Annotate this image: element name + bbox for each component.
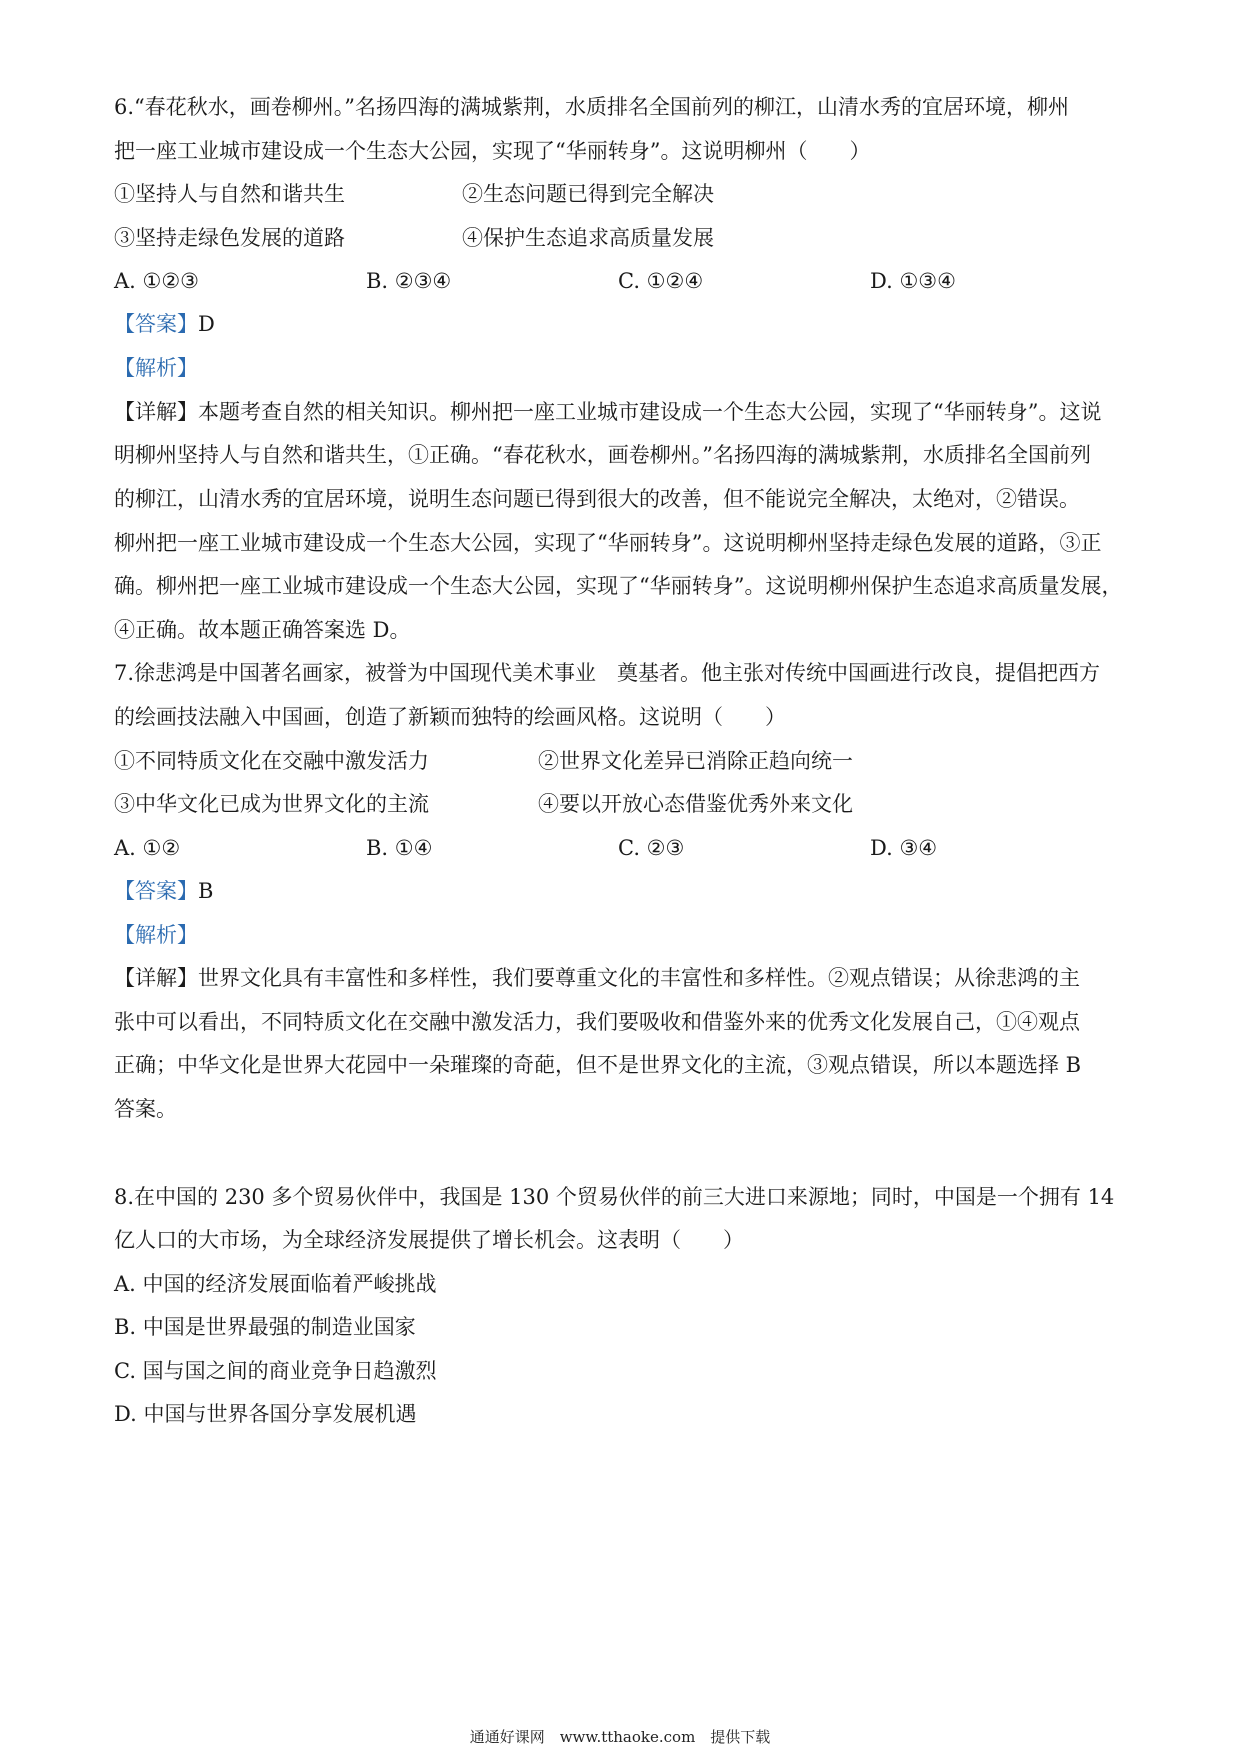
q8-option-c: C. 国与国之间的商业竞争日趋激烈 — [114, 1359, 437, 1383]
q7-statement-3: ③中华文化已成为世界文化的主流 — [114, 792, 429, 816]
q6-statement-3: ③坚持走绿色发展的道路 — [114, 226, 345, 250]
q6-detail-line-6: ④正确。故本题正确答案选 D。 — [114, 618, 411, 642]
q6-stem-line-1: 6.“春花秋水，画卷柳州。”名扬四海的满城紫荆，水质排名全国前列的柳江，山清水秀的宜居环境，柳州 — [114, 95, 1070, 119]
q7-option-b: B. ①④ — [366, 836, 433, 860]
q6-detail-line-2: 明柳州坚持人与自然和谐共生，①正确。“春花秋水，画卷柳州。”名扬四海的满城紫荆，水质排名全国前列 — [114, 443, 1091, 467]
q7-stem-line-2: 的绘画技法融入中国画，创造了新颖而独特的绘画风格。这说明（ ） — [114, 705, 786, 729]
q7-answer-tag: 【答案】 — [114, 879, 198, 903]
q6-detail-line-5: 确。柳州把一座工业城市建设成一个生态大公园，实现了“华丽转身”。这说明柳州保护生态追求高质量发展， — [114, 574, 1123, 598]
q8-option-b: B. 中国是世界最强的制造业国家 — [114, 1315, 416, 1339]
q6-detail-text-1: 本题考查自然的相关知识。柳州把一座工业城市建设成一个生态大公园，实现了“华丽转身”。这说 — [198, 400, 1102, 424]
q8-stem-line-1: 8.在中国的 230 多个贸易伙伴中，我国是 130 个贸易伙伴的前三大进口来源地；同时，中国是一个拥有 14 — [114, 1185, 1115, 1209]
q6-detail-line-3: 的柳江，山清水秀的宜居环境，说明生态问题已得到很大的改善，但不能说完全解决，太绝对，②错误。 — [114, 487, 1080, 511]
q7-detail-line-2: 张中可以看出，不同特质文化在交融中激发活力，我们要吸收和借鉴外来的优秀文化发展自己，①④观点 — [114, 1010, 1080, 1034]
q7-statement-1: ①不同特质文化在交融中激发活力 — [114, 749, 429, 773]
q8-option-d: D. 中国与世界各国分享发展机遇 — [114, 1402, 417, 1426]
q6-statement-1: ①坚持人与自然和谐共生 — [114, 182, 345, 206]
q6-detail-tag: 【详解】 — [114, 400, 198, 424]
q6-option-b: B. ②③④ — [366, 269, 452, 293]
q7-detail-line-1 — [114, 963, 1080, 993]
q7-statement-4: ④要以开放心态借鉴优秀外来文化 — [538, 792, 853, 816]
q7-answer — [114, 876, 213, 906]
q6-analysis-tag: 【解析】 — [114, 356, 198, 380]
q6-stem-line-2: 把一座工业城市建设成一个生态大公园，实现了“华丽转身”。这说明柳州（ ） — [114, 139, 871, 163]
q6-option-a: A. ①②③ — [114, 269, 199, 293]
q7-detail-tag: 【详解】 — [114, 966, 198, 990]
q6-detail-line-1 — [114, 397, 1101, 427]
q6-statement-4: ④保护生态追求高质量发展 — [462, 226, 714, 250]
q6-answer-value: D — [198, 312, 215, 336]
q6-statement-2: ②生态问题已得到完全解决 — [462, 182, 714, 206]
q7-stem-line-1: 7.徐悲鸿是中国著名画家，被誉为中国现代美术事业 奠基者。他主张对传统中国画进行改良，提倡把西方 — [114, 661, 1101, 685]
q7-statement-2: ②世界文化差异已消除正趋向统一 — [538, 749, 853, 773]
page-footer: 通通好课网 www.tthaoke.com 提供下载 — [469, 1728, 771, 1746]
q6-option-c: C. ①②④ — [618, 269, 704, 293]
q7-option-c: C. ②③ — [618, 836, 685, 860]
q7-option-d: D. ③④ — [870, 836, 938, 860]
q6-detail-line-4: 柳州把一座工业城市建设成一个生态大公园，实现了“华丽转身”。这说明柳州坚持走绿色发展的道路，③正 — [114, 531, 1102, 555]
q8-option-a: A. 中国的经济发展面临着严峻挑战 — [114, 1272, 437, 1296]
q7-answer-value: B — [198, 879, 214, 903]
q7-detail-line-3: 正确；中华文化是世界大花园中一朵璀璨的奇葩，但不是世界文化的主流，③观点错误，所以本题选择 B — [114, 1053, 1082, 1077]
q6-answer-tag: 【答案】 — [114, 312, 198, 336]
q8-stem-line-2: 亿人口的大市场，为全球经济发展提供了增长机会。这表明（ ） — [114, 1228, 744, 1252]
q6-answer — [114, 309, 215, 339]
q7-option-a: A. ①② — [114, 836, 181, 860]
q6-option-d: D. ①③④ — [870, 269, 956, 293]
q7-detail-line-4: 答案。 — [114, 1097, 177, 1121]
q7-detail-text-1: 世界文化具有丰富性和多样性，我们要尊重文化的丰富性和多样性。②观点错误；从徐悲鸿的主 — [198, 966, 1080, 990]
q7-analysis-tag: 【解析】 — [114, 923, 198, 947]
